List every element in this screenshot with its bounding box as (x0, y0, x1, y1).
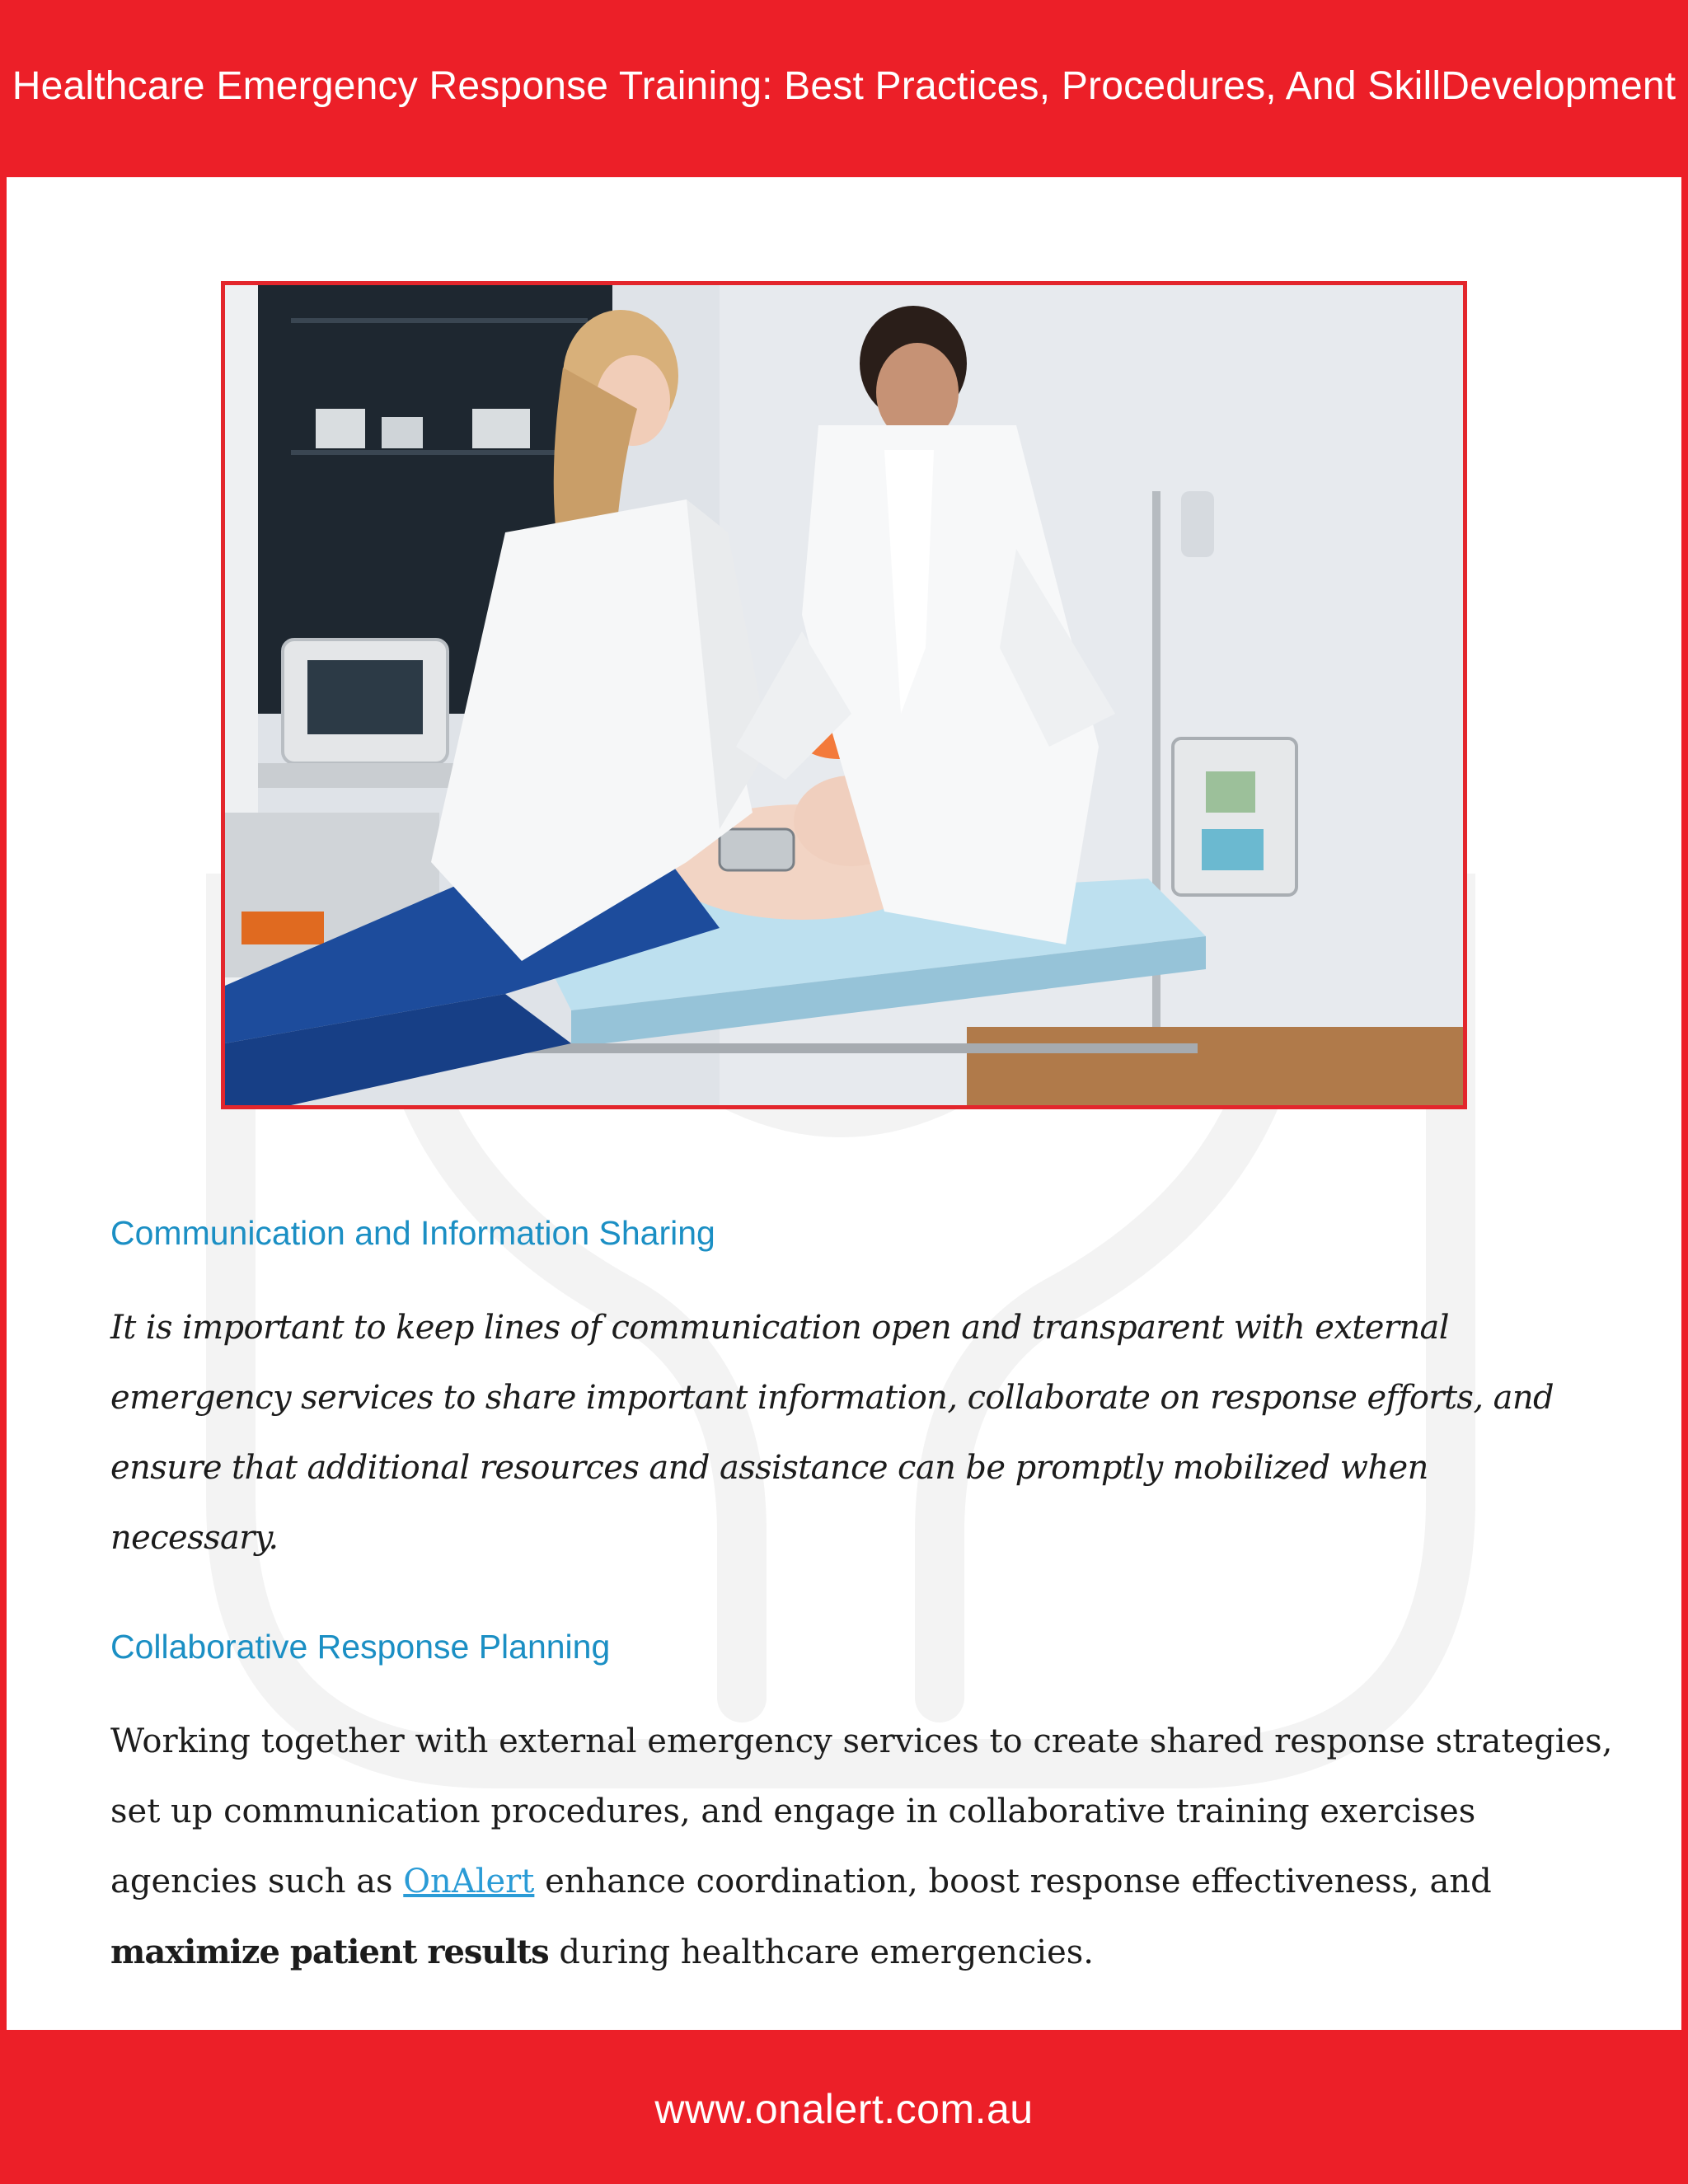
paragraph-line (110, 1847, 1586, 1917)
paragraph-line: ensure that additional resources and assistance can be promptly mobilized when (110, 1449, 1428, 1487)
header-band (0, 0, 1688, 177)
paragraph-line: Working together with external emergency services to create shared response strategies, (110, 1722, 1613, 1760)
paragraph-text: agencies such as (110, 1863, 404, 1900)
paragraph-communication (110, 1293, 1586, 1573)
section-heading-communication: Communication and Information Sharing (110, 1214, 715, 1252)
footer-url: www.onalert.com.au (654, 2085, 1034, 2132)
bold-phrase: maximize patient results (110, 1933, 549, 1971)
page-title: Healthcare Emergency Response Training: Best Practices, Procedures, And SkillDevelopment (12, 64, 1676, 108)
paragraph-line: It is important to keep lines of communication open and transparent with external (110, 1309, 1449, 1347)
training-photo (221, 281, 1467, 1109)
paragraph-line: emergency services to share important information, collaborate on response efforts, and (110, 1379, 1554, 1417)
section-heading-collaborative: Collaborative Response Planning (110, 1628, 611, 1666)
paragraph-line (110, 1917, 1586, 1988)
paragraph-text: enhance coordination, boost response effectiveness, and (534, 1863, 1492, 1900)
paragraph-text: during healthcare emergencies. (548, 1933, 1094, 1971)
onalert-link[interactable]: OnAlert (403, 1863, 535, 1900)
paragraph-line: necessary. (110, 1519, 279, 1557)
paragraph-line: set up communication procedures, and engage in collaborative training exercises (110, 1793, 1476, 1830)
training-photo-illustration (225, 285, 1463, 1105)
footer-band (0, 2030, 1688, 2184)
paragraph-collaborative (110, 1707, 1613, 1988)
